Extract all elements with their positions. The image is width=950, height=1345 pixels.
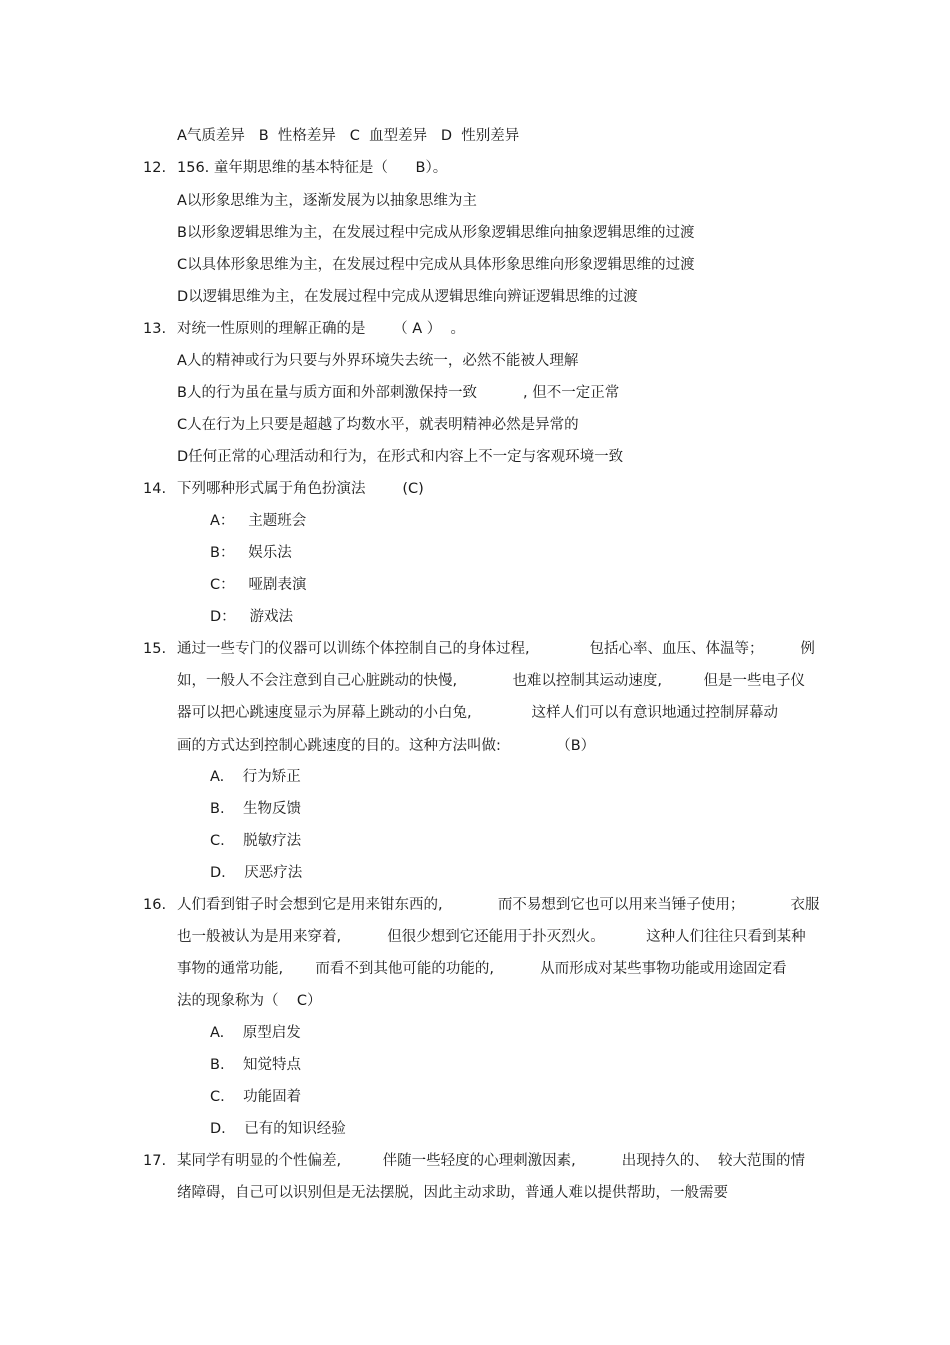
q13-option-c: C人在行为上只要是超越了均数水平，就表明精神必然是异常的 xyxy=(177,417,579,433)
q16-option-b: B. 知觉特点 xyxy=(210,1057,301,1073)
q16-option-d: D. 已有的知识经验 xyxy=(210,1121,346,1137)
q15-stem-line-2: 如，一般人不会注意到自己心脏跳动的快慢, 也难以控制其运动速度, 但是一些电子仪 xyxy=(177,673,806,689)
q13-option-b: B人的行为虽在量与质方面和外部刺激保持一致 , 但不一定正常 xyxy=(177,385,620,401)
q15-option-a: A. 行为矫正 xyxy=(210,769,301,785)
q15-stem-line-4: 画的方式达到控制心跳速度的目的。这种方法叫做: （B） xyxy=(177,738,596,754)
q15-stem-line-3: 器可以把心跳速度显示为屏幕上跳动的小白兔, 这样人们可以有意识地通过控制屏幕动 xyxy=(177,705,779,721)
q16-number: 16. xyxy=(143,897,167,913)
q16-stem-line-2: 也一般被认为是用来穿着, 但很少想到它还能用于扑灭烈火。 这种人们往往只看到某种 xyxy=(177,929,806,945)
q15-number: 15. xyxy=(143,641,167,657)
q13-stem: 对统一性原则的理解正确的是 （ A ） 。 xyxy=(177,321,466,337)
q12-option-c: C以具体形象思维为主，在发展过程中完成从具体形象思维向形象逻辑思维的过渡 xyxy=(177,257,695,273)
q15-option-d: D. 厌恶疗法 xyxy=(210,865,303,881)
q16-stem-line-3: 事物的通常功能, 而看不到其他可能的功能的, 从而形成对某些事物功能或用途固定看 xyxy=(177,961,787,977)
q14-option-b: B： 娱乐法 xyxy=(210,545,292,561)
q16-option-a: A. 原型启发 xyxy=(210,1025,301,1041)
q14-option-d: D： 游戏法 xyxy=(210,609,293,625)
q15-stem-line-1: 通过一些专门的仪器可以训练个体控制自己的身体过程, 包括心率、血压、体温等； 例 xyxy=(177,641,815,657)
q17-stem-line-2: 绪障碍，自己可以识别但是无法摆脱，因此主动求助，普通人难以提供帮助，一般需要 xyxy=(177,1185,728,1201)
q16-option-c: C. 功能固着 xyxy=(210,1089,302,1105)
q15-option-c: C. 脱敏疗法 xyxy=(210,833,302,849)
q13-option-d: D任何正常的心理活动和行为，在形式和内容上不一定与客观环境一致 xyxy=(177,449,624,465)
q14-stem: 下列哪种形式属于角色扮演法 (C) xyxy=(177,481,424,497)
q13-number: 13. xyxy=(143,321,167,337)
q17-stem-line-1: 某同学有明显的个性偏差, 伴随一些轻度的心理刺激因素, 出现持久的、 较大范围的情 xyxy=(177,1153,806,1169)
q12-option-d: D以逻辑思维为主，在发展过程中完成从逻辑思维向辨证逻辑思维的过渡 xyxy=(177,289,638,305)
q16-stem-line-1: 人们看到钳子时会想到它是用来钳东西的, 而不易想到它也可以用来当锤子使用； 衣服 xyxy=(177,897,820,913)
q12-option-b: B以形象逻辑思维为主，在发展过程中完成从形象逻辑思维向抽象逻辑思维的过渡 xyxy=(177,225,695,241)
q14-option-a: A： 主题班会 xyxy=(210,513,307,529)
q14-option-c: C： 哑剧表演 xyxy=(210,577,307,593)
q11-options: A气质差异 B 性格差异 C 血型差异 D 性别差异 xyxy=(177,128,520,144)
q17-number: 17. xyxy=(143,1153,167,1169)
q14-number: 14. xyxy=(143,481,167,497)
q16-stem-line-4: 法的现象称为（ C） xyxy=(177,993,322,1009)
q12-stem: 156. 童年期思维的基本特征是（ B）。 xyxy=(177,160,448,176)
q15-option-b: B. 生物反馈 xyxy=(210,801,301,817)
q13-option-a: A人的精神或行为只要与外界环境失去统一，必然不能被人理解 xyxy=(177,353,579,369)
q12-option-a: A以形象思维为主，逐渐发展为以抽象思维为主 xyxy=(177,193,477,209)
q12-number: 12. xyxy=(143,160,167,176)
